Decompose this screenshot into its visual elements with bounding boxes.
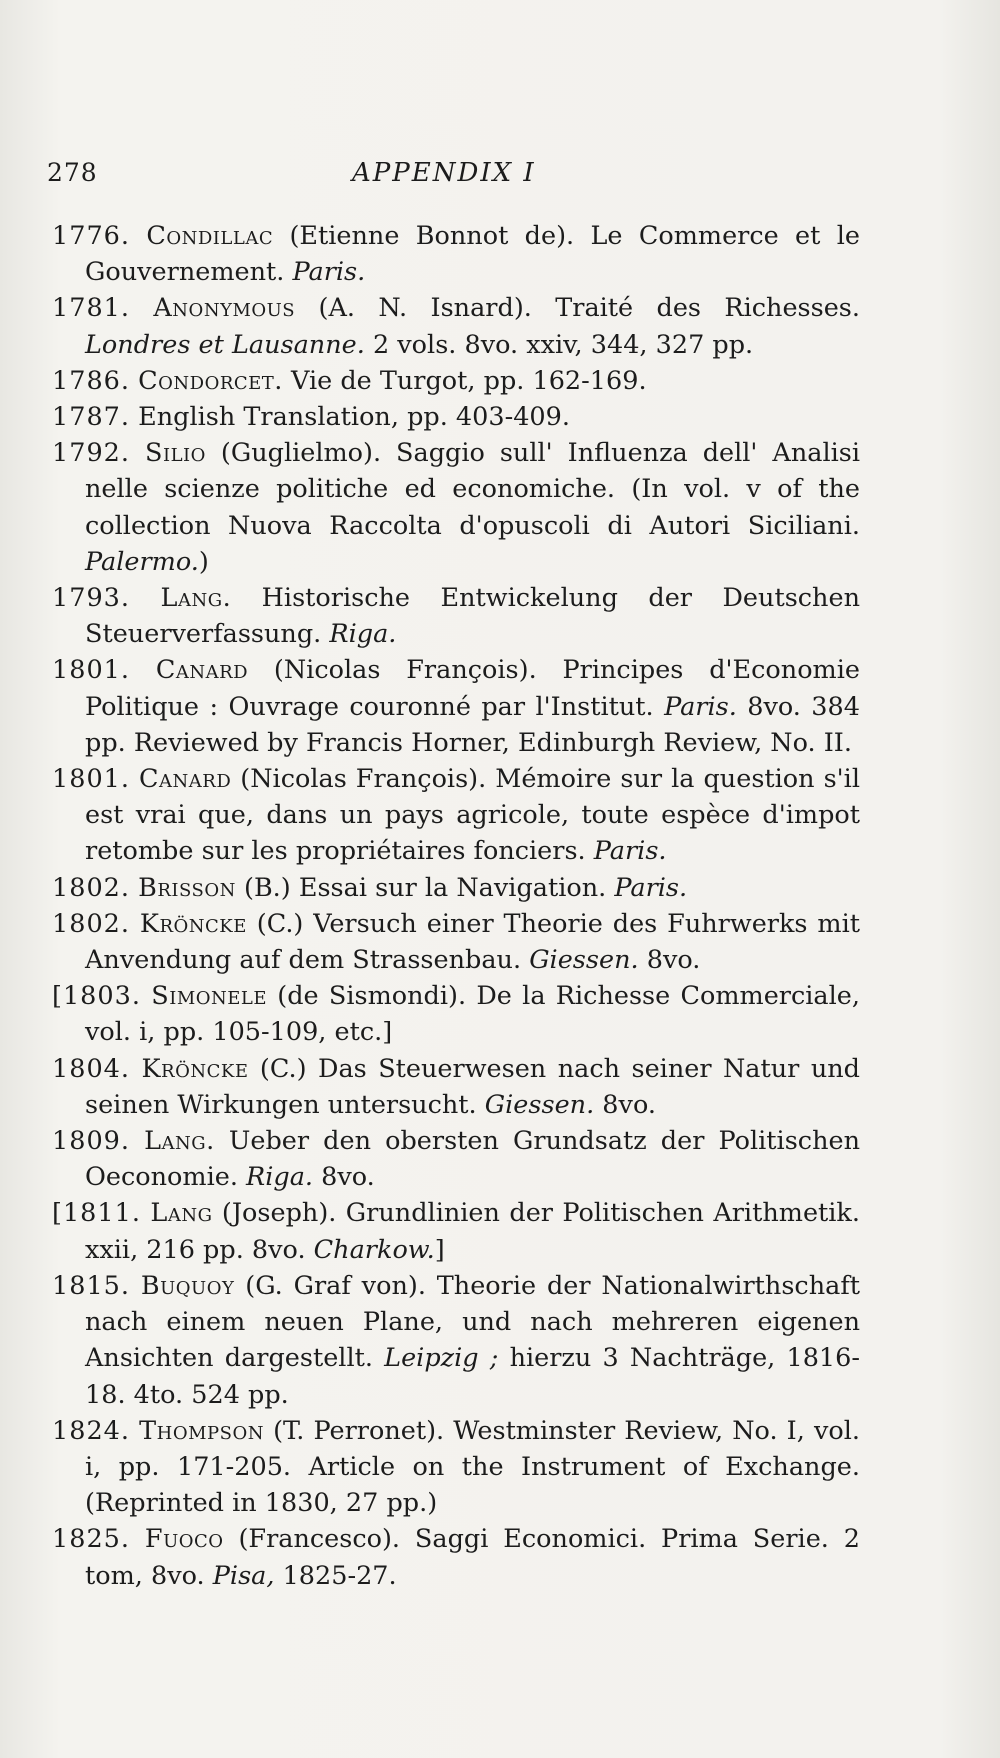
entry-author: Kröncke [141,1053,249,1084]
entry-year: 1786. [52,365,131,396]
bibliography-entry [52,1195,860,1267]
entry-author: Kröncke [139,908,247,939]
entry-author: Anonymous [153,293,296,324]
entry-tail: ) [198,546,209,577]
entry-tail: hierzu 3 Nachträge, 1816-18. 4to. 524 pp. [85,1343,860,1410]
bibliography-entry [52,1123,860,1195]
entry-year: 1815. [52,1270,131,1301]
entry-place: Paris. [664,691,737,722]
entry-text: Vie de Turgot, pp. 162-169. [282,365,647,396]
entry-text: (G. Graf von). Theorie der Nationalwirthschaft nach einem neuen Plane, und nach mehreren eigenen Ansichten dargestellt. [85,1270,861,1374]
entry-text: Historische Entwickelung der Deutschen Steuerverfassung. [85,583,860,650]
entry-text: (C.) Das Steuerwesen nach seiner Natur und seinen Wirkungen untersucht. [85,1053,860,1120]
entry-place: Leipzig ; [384,1343,499,1374]
bibliography-entry [52,1268,860,1413]
entry-place: Pisa, [212,1560,275,1591]
entry-place: Charkow. [313,1234,435,1265]
entry-author: Lang [150,1198,213,1229]
entry-tail: 8vo. [638,945,701,976]
entry-author: Simonele [151,981,267,1012]
entry-year: 1802. [52,908,131,939]
entry-text: (Nicolas François). Principes d'Economie Politique : Ouvrage couronné par l'Institut. [85,655,860,722]
entry-text: English Translation, pp. 403-409. [130,402,570,433]
entry-author: Silio [145,438,206,469]
entry-year: 1824. [52,1415,131,1446]
entry-tail: 8vo. [313,1162,375,1193]
entry-author: Brisson [138,872,236,903]
entry-year: 1801. [52,764,131,795]
entry-year: 1776. [52,221,131,251]
entry-text: Ueber den obersten Grundsatz der Politischen Oeconomie. [85,1126,861,1193]
entry-place: Paris. [614,872,688,903]
entry-author: Buquoy [140,1270,235,1301]
entry-year: 1809. [52,1126,131,1157]
entry-author: Lang. [160,583,232,614]
entry-tail: 8vo. 384 pp. Reviewed by Francis Horner, Edinburgh Review, No. II. [85,691,860,758]
bibliography-entry [52,1521,860,1593]
entry-place: Riga. [246,1162,314,1193]
entry-place: Giessen. [484,1089,595,1120]
entry-text: (T. Perronet). Westminster Review, No. I, vol. i, pp. 171-205. Article on the Instrument of Exchange. (Reprinted in 1830, 27 pp.) [85,1415,860,1519]
bibliography-entry [52,290,860,362]
bibliography-entry [52,870,860,906]
entry-tail: 1825-27. [274,1560,397,1591]
bibliography-entry [52,652,860,761]
entry-author: Canard [155,655,249,686]
entry-text: (Etienne Bonnot de). Le Commerce et le Gouvernement. [85,221,860,288]
entry-author: Condillac [146,221,274,251]
bibliography-entry [52,1051,860,1123]
bibliography-entry [52,978,860,1050]
entry-text: (Nicolas François). Mémoire sur la question s'il est vrai que, dans un pays agricole, toute espèce d'impot retombe sur les propriétaires fonciers. [85,764,860,867]
entry-year: 1781. [52,293,131,324]
entry-author: Lang. [144,1126,215,1157]
entry-year: [1803. [52,981,141,1012]
entry-author: Canard [139,764,232,795]
entry-year: 1792. [52,438,131,469]
running-head: APPENDIX I [352,158,536,188]
entry-tail: 8vo. [594,1089,656,1120]
entry-text: (A. N. Isnard). Traité des Richesses. [295,293,860,324]
entry-year: 1787. [52,402,131,433]
entry-tail: ] [434,1234,445,1265]
entry-place: Paris. [292,257,366,288]
bibliography-entry [52,435,860,580]
bibliography-entry [52,906,860,978]
entry-text: (Francesco). Saggi Economici. Prima Serie. 2 tom, 8vo. [85,1524,861,1591]
bibliography-entry [52,399,860,435]
entry-tail: 2 vols. 8vo. xxiv, 344, 327 pp. [364,329,754,360]
entry-year: 1793. [52,583,131,614]
entry-year: 1825. [52,1524,131,1555]
entry-text: (de Sismondi). De la Richesse Commerciale, vol. i, pp. 105-109, etc.] [85,981,860,1048]
entry-year: 1804. [52,1053,131,1084]
bibliography-entry [52,580,860,652]
entry-text: (Joseph). Grundlinien der Politischen Arithmetik. xxii, 216 pp. 8vo. [85,1198,860,1265]
bibliography-entry [52,1413,860,1522]
entry-year: [1811. [52,1198,141,1229]
entry-text: (Guglielmo). Saggio sull' Influenza dell' Analisi nelle scienze politiche ed economiche. (In vol. v of the collection Nuova Raccolta d'opuscoli di Autori Siciliani. [85,438,860,541]
page-header [47,158,960,198]
entry-text: (C.) Versuch einer Theorie des Fuhrwerks mit Anvendung auf dem Strassenbau. [85,908,860,976]
entry-year: 1802. [52,872,131,903]
entry-place: Palermo. [85,546,199,577]
entry-place: Riga. [329,619,397,650]
entry-place: Giessen. [529,945,639,976]
bibliography-entry [52,363,860,399]
bibliography-entry [52,218,860,290]
entry-author: Fuoco [144,1524,224,1555]
entry-year: 1801. [52,655,131,686]
entry-text: (B.) Essai sur la Navigation. [235,872,615,903]
bibliography-list [52,218,860,1594]
entry-author: Thompson [139,1415,264,1446]
entry-author: Condorcet. [138,365,283,396]
bibliography-entry [52,761,860,870]
page-number: 278 [47,158,98,187]
entry-place: Londres et Lausanne. [85,329,365,360]
entry-place: Paris. [593,836,667,867]
